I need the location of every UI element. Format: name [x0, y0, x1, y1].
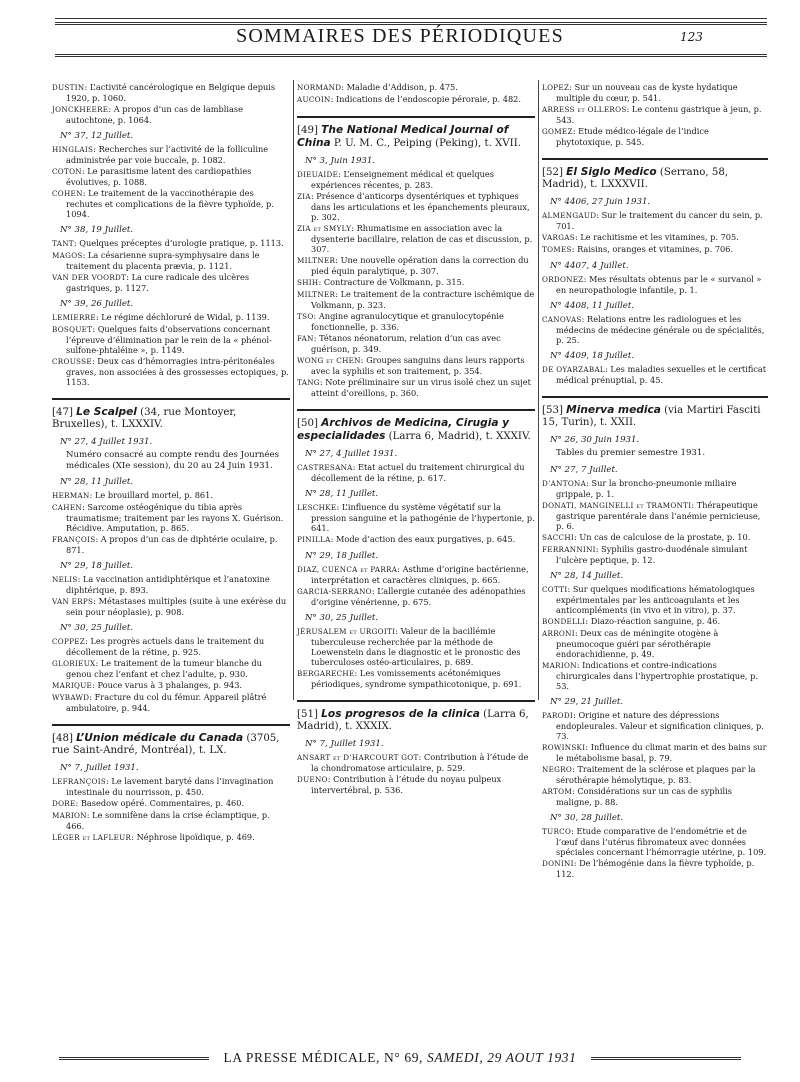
article-author: FAN: [297, 334, 314, 343]
article-title: : Quelques préceptes d’urologie pratique, p. 1113.: [73, 238, 284, 248]
article-entry: [297, 82, 535, 93]
article-title: : Contracture de Volkmann, p. 315.: [318, 277, 465, 287]
article-author: DUSTIN: [52, 83, 85, 92]
article-title: : Néphrose lipoïdique, p. 469.: [131, 832, 255, 842]
journal-number: [50]: [297, 418, 318, 429]
issue-date: N° 37, 12 Juillet.: [60, 131, 134, 141]
article-author: FERRANNINI: [542, 544, 596, 554]
article-entry: [297, 191, 535, 222]
article-title: : L’enseignement médical et quelques expériences récentes, p. 283.: [311, 169, 494, 190]
issue-date: N° 30, 25 Juillet.: [305, 613, 379, 623]
article-entry: [297, 333, 535, 354]
issue-date: N° 27, 4 Juillet 1931.: [305, 449, 398, 459]
article-entry: [297, 462, 535, 483]
issue-date: N° 28, 14 Juillet.: [550, 570, 624, 581]
journal-section: [542, 404, 768, 879]
article-author: CASTRESANA: [297, 463, 353, 472]
journal-address: (3705, rue Saint-André, Montréal), t. LX.: [52, 733, 280, 756]
journal-heading: [297, 417, 535, 443]
article-title: : Les maladies sexuelles et le certificat médical prénuptial, p. 45.: [556, 364, 767, 385]
article-author: NORMAND: [297, 83, 342, 92]
article-entry: [542, 742, 768, 763]
article-title: : Le traitement de la tumeur blanche du genou chez l’enfant et chez l’adulte, p. 930.: [66, 658, 262, 679]
issue-date: N° 26, 30 Juin 1931.: [550, 435, 640, 445]
article-title: : Traitement de la sclérose et plaques par la sérothérapie hémolytique, p. 83.: [556, 763, 756, 785]
journal-name: Minerva medica: [566, 404, 661, 416]
page-title: SOMMAIRES DES PÉRIODIQUES: [236, 25, 564, 47]
article-entry: [542, 764, 768, 785]
footer-rule-right: [591, 1057, 741, 1060]
article-entry: [542, 532, 768, 543]
article-author: ZIA: [297, 192, 311, 201]
issue-date: N° 30, 25 Juillet.: [60, 623, 134, 633]
article-entry: [297, 377, 535, 398]
footer-rule-left: [59, 1057, 209, 1060]
article-title: : Deux cas d’hémorragies intra-péritonéales graves, non associées à des grossesses ectopiques, p. 1153.: [66, 356, 289, 387]
article-title: : Sarcome ostéogénique du tibia après traumatisme; traitement par les rayons X. Guérison. Récidive. Amputation, p. 865.: [66, 502, 284, 533]
journal-number: [48]: [52, 733, 73, 744]
article-entry: [52, 680, 290, 691]
article-title: : Deux cas de méningite otogène à pneumocoque guéri par sérothérapie endorachidienne, p. 49.: [556, 627, 719, 659]
journal-heading: [52, 406, 290, 431]
article-author: VAN ERPS: [52, 597, 94, 606]
journal-section: [542, 166, 768, 385]
issue-date: N° 29, 18 Juillet.: [60, 561, 134, 571]
article-title: : Diazo-réaction sanguine, p. 46.: [585, 615, 721, 626]
article-author: ARRONI: [542, 628, 575, 638]
article-title: : Le parasitisme latent des cardiopathies évolutives, p. 1088.: [66, 166, 252, 187]
article-entry: [52, 324, 290, 355]
article-entry: [542, 616, 768, 627]
article-entry: [297, 752, 535, 773]
article-entry: [297, 94, 535, 105]
article-title: : La cure radicale des ulcères gastriques, p. 1127.: [66, 272, 250, 293]
article-entry: [52, 534, 290, 555]
article-author: MARION: [52, 811, 87, 820]
article-author: LEMIERRE: [52, 313, 96, 322]
article-author: MAGOS: [52, 251, 83, 260]
article-entry: [542, 500, 768, 531]
article-title: : Le somnifène dans la crise éclamptique, p. 466.: [66, 810, 270, 831]
article-entry: [542, 126, 768, 147]
article-title: : Basedow opéré. Commentaires, p. 460.: [75, 798, 245, 808]
article-author: MILTNER: [297, 256, 336, 265]
article-title: : Quelques faits d’observations concernant l’épreuve d’élimination par le rein de la « phénol-sulfone-phtaléine », p. 1149.: [66, 324, 272, 355]
article-title: : Contribution à l’étude de la chondromatose articulaire, p. 529.: [311, 752, 529, 773]
article-title: : A propos d’un cas de diphtérie oculaire, p. 871.: [66, 534, 278, 555]
journal-address: (34, rue Montoyer, Bruxelles), t. LXXXIV.: [52, 407, 237, 430]
article-author: WYBAWD: [52, 693, 90, 702]
article-author: CAHEN: [52, 503, 82, 512]
article-title: : Pouce varus à 3 phalanges, p. 943.: [92, 680, 243, 690]
article-author: DORE: [52, 799, 76, 808]
section-separator: [542, 396, 768, 398]
journal-section: [52, 732, 290, 843]
issue-date: N° 3, Juin 1931.: [305, 156, 376, 166]
article-title: : A propos d’un cas de lambliase autochtone, p. 1064.: [66, 104, 243, 125]
article-author: D’ANTONA: [542, 478, 587, 488]
section-separator: [297, 409, 535, 411]
article-author: DE OYARZABAL: [542, 365, 606, 374]
article-entry: [542, 104, 768, 125]
issue-date: N° 4406, 27 Juin 1931.: [550, 197, 651, 207]
article-title: : Relations entre les radiologues et les médecins de médecine générale ou de spécialités, p. 25.: [556, 314, 765, 345]
footer-date: 29 AOUT 1931: [487, 1050, 577, 1065]
article-title: : L’influence du système végétatif sur la pression sanguine et la pathogénie de l’hypertonie, p. 641.: [311, 502, 535, 533]
article-entry: [542, 858, 768, 879]
article-entry: [52, 658, 290, 679]
article-entry: [52, 810, 290, 831]
article-entry: [297, 223, 535, 254]
article-entry: [52, 798, 290, 809]
article-title: : Le traitement de la contracture ischémique de Volkmann, p. 323.: [311, 289, 535, 310]
journal-number: [53]: [542, 405, 563, 416]
article-author: DONATI, MANGINELLI et TRAMONTI: [542, 500, 692, 510]
article-entry: [297, 534, 535, 545]
issue-date: N° 28, 11 Juillet.: [305, 489, 379, 499]
article-author: COHEN: [52, 189, 83, 198]
article-author: PARODI: [542, 710, 574, 720]
issue-note: Tables du premier semestre 1931.: [556, 448, 706, 458]
article-entry: [297, 277, 535, 288]
article-author: DONINI: [542, 858, 574, 868]
issue-date: N° 38, 19 Juillet.: [60, 225, 134, 235]
page-number: 123: [680, 30, 703, 44]
journal-heading: [542, 404, 768, 429]
journal-heading: [297, 708, 535, 733]
article-entry: [52, 596, 290, 617]
journal-name: Los progresos de la clinica: [321, 708, 480, 720]
article-title: : Maladie d’Addison, p. 475.: [341, 82, 458, 92]
article-entry: [52, 776, 290, 797]
article-author: HINGLAIS: [52, 145, 94, 154]
article-author: GARCIA-SERRANO: [297, 587, 372, 596]
issue-date: N° 29, 21 Juillet.: [550, 696, 624, 707]
article-entry: [52, 272, 290, 293]
article-author: MILTNER: [297, 290, 336, 299]
article-title: : Etude médico-légale de l’indice phytotoxique, p. 545.: [556, 126, 709, 147]
article-title: : Sur le traitement du cancer du sein, p. 701.: [556, 210, 763, 231]
issue-date: N° 4408, 11 Juillet.: [550, 301, 635, 311]
article-author: NELIS: [52, 575, 78, 584]
section-separator: [297, 700, 535, 702]
column-1: [52, 82, 290, 842]
journal-heading: [52, 732, 290, 757]
article-entry: [297, 626, 535, 667]
journal-name: L’Union médicale du Canada: [76, 732, 244, 744]
article-entry: [542, 314, 768, 345]
article-entry: [297, 255, 535, 276]
article-author: TURCO: [542, 826, 572, 836]
page-footer: [0, 1050, 800, 1066]
article-entry: [52, 692, 290, 713]
issue-date: N° 28, 11 Juillet.: [60, 477, 134, 487]
article-author: HERMAN: [52, 491, 90, 500]
column-2: [297, 82, 535, 795]
article-entry: [297, 289, 535, 310]
article-entry: [52, 636, 290, 657]
article-title: : Métastases multiples (suite à une exérèse du sein pour néoplasie), p. 908.: [66, 596, 287, 617]
top-rule: [55, 18, 767, 19]
article-entry: [52, 832, 290, 843]
journal-heading: [297, 124, 535, 150]
journal-number: [51]: [297, 709, 318, 720]
article-title: : Fracture du col du fémur. Appareil plâtré ambulatoire, p. 944.: [66, 692, 267, 713]
article-entry: [542, 364, 768, 385]
article-title: : Etude comparative de l’endométrie et de l’œuf dans l’utérus fibromateux avec données spéciales concernant l’hémorragie utérine, p. 109.: [556, 825, 767, 857]
journal-number: [47]: [52, 407, 73, 418]
column-divider: [293, 80, 294, 700]
article-entry: [297, 355, 535, 376]
article-title: : La vaccination antidiphtérique et l’anatoxine diphtérique, p. 893.: [66, 574, 270, 595]
journal-heading: [542, 166, 768, 191]
article-entry: [297, 169, 535, 190]
article-author: JONCKHEERE: [52, 105, 109, 114]
journal-section: [52, 82, 290, 387]
section-separator: [52, 398, 290, 400]
article-title: : Le lavement baryté dans l’invagination intestinale du nourrisson, p. 450.: [66, 776, 274, 797]
article-title: : Sur un nouveau cas de kyste hydatique multiple du cœur, p. 541.: [556, 82, 738, 103]
footer-number: N° 69,: [384, 1050, 424, 1065]
issue-note: Numéro consacré au compte rendu des Journées médicales (XIe session), du 20 au 24 Juin 1931.: [66, 450, 279, 471]
journal-number: [52]: [542, 167, 563, 178]
article-title: : Contribution à l’étude du noyau pulpeux intervertébral, p. 536.: [311, 774, 502, 795]
issue-date: N° 7, Juillet 1931.: [60, 763, 139, 773]
article-title: : De l’hémogénie dans la fièvre typhoïde, p. 112.: [556, 857, 755, 879]
article-entry: [297, 564, 535, 585]
article-title: : Le traitement de la vaccinothérapie des rechutes et complications de la fièvre typhoïde, p. 1094.: [66, 188, 274, 219]
article-author: ZIA et SMYLY: [297, 224, 352, 233]
article-title: : Les progrès actuels dans le traitement du décollement de la rétine, p. 925.: [66, 636, 265, 657]
article-author: GOMEZ: [542, 127, 573, 136]
article-title: : Mes résultats obtenus par le « survanol » en neuropathologie infantile, p. 1.: [556, 274, 762, 295]
article-entry: [297, 586, 535, 607]
article-title: : Etat actuel du traitement chirurgical du décollement de la rétine, p. 617.: [311, 462, 525, 483]
journal-name: Le Scalpel: [76, 406, 137, 418]
issue-date: N° 4407, 4 Juillet.: [550, 261, 629, 271]
article-title: : Sur la broncho-pneumonie miliaire grippale, p. 1.: [556, 477, 737, 499]
article-author: BONDELLI: [542, 616, 586, 626]
issue-date: N° 39, 26 Juillet.: [60, 299, 134, 309]
article-title: : Indications et contre-indications chirurgicales dans l’hypertrophie prostatique, p. 53.: [556, 659, 758, 691]
article-author: ROWINSKI: [542, 742, 586, 752]
article-author: ORDONEZ: [542, 275, 584, 284]
issue-date: N° 27, 7 Juillet.: [550, 464, 618, 475]
article-author: LOPEZ: [542, 83, 570, 92]
article-author: VAN DER VOORDT: [52, 273, 127, 282]
article-entry: [52, 188, 290, 219]
article-author: MARIQUE: [52, 681, 93, 690]
column-3: [542, 82, 768, 879]
journal-name: Archivos de Medicina, Cirugia y especialidades: [297, 417, 510, 442]
article-title: : Un cas de calculose de la prostate, p. 10.: [574, 531, 751, 542]
journal-address: (Larra 6, Madrid), t. XXXIV.: [388, 431, 531, 442]
article-title: : Rhumatisme en association avec la dysenterie bacillaire, relation de cas et discussion, p. 307.: [311, 223, 533, 254]
issue-date: N° 27, 4 Juillet 1931.: [60, 437, 153, 447]
article-entry: [542, 584, 768, 615]
article-author: TANG: [297, 378, 320, 387]
article-entry: [52, 502, 290, 533]
article-title: : Angine agranulocytique et granulocytopénie fonctionnelle, p. 336.: [311, 311, 504, 332]
article-author: COTON: [52, 167, 82, 176]
article-entry: [542, 544, 768, 565]
article-entry: [542, 82, 768, 103]
issue-date: N° 29, 18 Juillet.: [305, 551, 379, 561]
article-entry: [542, 628, 768, 659]
article-author: WONG et CHEN: [297, 356, 361, 365]
article-author: NEGRO: [542, 764, 573, 774]
article-author: PINILLA: [297, 535, 331, 544]
article-title: : Le brouillard mortel, p. 861.: [89, 490, 213, 500]
article-author: ANSART et D’HARCOURT GOT: [297, 753, 419, 762]
article-entry: [542, 244, 768, 255]
article-title: : Le rachitisme et les vitamines, p. 705.: [574, 232, 739, 242]
article-author: LÉGER et LAFLEUR: [52, 833, 132, 842]
article-entry: [52, 490, 290, 501]
journal-name: El Siglo Medico: [566, 166, 657, 178]
article-title: : Recherches sur l’activité de la folliculine administrée par voie buccale, p. 1082.: [66, 144, 269, 165]
section-separator: [542, 158, 768, 160]
article-author: TANT: [52, 239, 74, 248]
article-title: : Raisins, oranges et vitamines, p. 706.: [571, 244, 734, 254]
journal-name: The National Medical Journal of China: [297, 124, 509, 149]
article-entry: [52, 238, 290, 249]
article-title: : Le régime déchloruré de Widal, p. 1139.: [95, 312, 270, 322]
issue-date: N° 4409, 18 Juillet.: [550, 351, 635, 361]
article-author: DUENO: [297, 775, 328, 784]
article-title: : L’allergie cutanée des adénopathies d’origine vénérienne, p. 675.: [311, 586, 526, 607]
article-title: : Tétanos néonatorum, relation d’un cas avec guérison, p. 349.: [311, 333, 501, 354]
journal-section: [297, 124, 535, 398]
article-title: : Influence du climat marin et des bains sur le métabolisme basal, p. 79.: [556, 741, 767, 763]
article-title: : Présence d’anticorps dysentériques et typhiques dans les articulations et les épanchements pleuraux, p. 302.: [310, 191, 530, 222]
journal-section: [52, 406, 290, 713]
article-author: ALMENGAUD: [542, 211, 597, 220]
journal-address: P. U. M. C., Peiping (Peking), t. XVII.: [333, 138, 521, 149]
article-author: CROUSSE: [52, 357, 92, 366]
article-entry: [542, 786, 768, 807]
article-author: BERGARECHE: [297, 669, 355, 678]
journal-address: (Serrano, 58, Madrid), t. LXXXVII.: [542, 167, 729, 190]
journal-address: (via Martiri Fasciti 15, Turin), t. XXII.: [542, 405, 761, 428]
article-title: : Asthme d’origine bactérienne, interprétation et caractères cliniques, p. 665.: [311, 564, 529, 585]
article-entry: [542, 232, 768, 243]
article-entry: [542, 660, 768, 691]
article-author: JÉRUSALEM et URGOITI: [297, 627, 396, 636]
article-title: : Thérapeutique gastrique parentérale dans l’anémie pernicieuse, p. 6.: [556, 499, 761, 531]
article-entry: [542, 210, 768, 231]
journal-number: [49]: [297, 125, 318, 136]
article-author: LESCHKE: [297, 503, 337, 512]
article-title: : Sur quelques modifications hématologiques expérimentales par les anticoagulants et les anticompléments (in vivo et in vitro), p. 37.: [556, 583, 755, 615]
article-author: SHIH: [297, 278, 319, 287]
article-entry: [297, 668, 535, 689]
article-entry: [52, 356, 290, 387]
article-author: COPPEZ: [52, 637, 86, 646]
journal-section: [542, 82, 768, 147]
article-title: : Syphilis gastro-duodénale simulant l’ulcère peptique, p. 12.: [556, 543, 748, 565]
article-entry: [542, 826, 768, 857]
article-author: DIEUAIDE: [297, 170, 339, 179]
section-separator: [52, 724, 290, 726]
article-author: BOSQUET: [52, 325, 93, 334]
footer-day: SAMEDI,: [427, 1050, 484, 1065]
article-title: : L’activité cancérologique en Belgique depuis 1920, p. 1060.: [66, 82, 276, 103]
article-entry: [52, 144, 290, 165]
journal-section: [297, 708, 535, 795]
journal-section: [297, 417, 535, 689]
article-title: : Indications de l’endoscopie péroraie, p. 482.: [330, 94, 521, 104]
article-title: : Note préliminaire sur un virus isolé chez un sujet atteint d’oreillons, p. 360.: [311, 377, 531, 398]
journal-section: [297, 82, 535, 105]
article-title: : Origine et nature des dépressions endopleurales. Valeur et signification cliniques, p. 73.: [556, 709, 764, 741]
article-author: AUCOIN: [297, 95, 331, 104]
article-entry: [52, 104, 290, 125]
footer-journal: LA PRESSE MÉDICALE,: [223, 1050, 381, 1065]
article-author: COTTI: [542, 584, 568, 594]
article-author: TOMES: [542, 245, 572, 254]
article-entry: [52, 250, 290, 271]
article-author: FRANÇOIS: [52, 535, 96, 544]
article-entry: [52, 82, 290, 103]
issue-date: N° 7, Juillet 1931.: [305, 739, 384, 749]
article-entry: [542, 274, 768, 295]
article-author: ARRESS et OLLEROS: [542, 105, 627, 114]
article-title: : Les vomissements acétonémiques périodiques, syndrome sympathicotonique, p. 691.: [311, 668, 522, 689]
article-title: : Considérations sur un cas de syphilis maligne, p. 88.: [556, 785, 732, 807]
column-divider: [538, 80, 539, 700]
article-author: ARTOM: [542, 786, 573, 796]
article-author: DIAZ, CUENCA et PARRA: [297, 565, 398, 574]
article-entry: [297, 774, 535, 795]
article-author: GLORIEUX: [52, 659, 96, 668]
article-author: LEFRANÇOIS: [52, 777, 107, 786]
article-title: : Valeur de la bacillémie tuberculeuse recherchée par la méthode de Loewenstein dans le diagnostic et le pronostic des tuberculoses ostéo-articulaires, p. 689.: [311, 626, 521, 667]
section-separator: [297, 116, 535, 118]
article-author: VARGAS: [542, 233, 575, 242]
article-title: : Mode d’action des eaux purgatives, p. 645.: [330, 534, 516, 544]
article-title: : Une nouvelle opération dans la correction du pied équin paralytique, p. 307.: [311, 255, 529, 276]
article-title: : Groupes sanguins dans leurs rapports avec la syphilis et son traitement, p. 354.: [311, 355, 525, 376]
header-bottom-rule: [55, 54, 767, 57]
article-title: : Le contenu gastrique à jeun, p. 543.: [556, 104, 762, 125]
journal-address: (Larra 6, Madrid), t. XXXIX.: [297, 709, 529, 732]
article-entry: [542, 710, 768, 741]
article-author: MARION: [542, 660, 577, 670]
article-entry: [297, 311, 535, 332]
article-entry: [52, 166, 290, 187]
article-title: : La césarienne supra-symphysaire dans le traitement du placenta prævia, p. 1121.: [66, 250, 260, 271]
article-entry: [297, 502, 535, 533]
article-author: CANOVAS: [542, 315, 582, 324]
article-author: TSO: [297, 312, 314, 321]
article-entry: [542, 478, 768, 499]
article-entry: [52, 574, 290, 595]
article-author: SACCHI: [542, 532, 575, 542]
issue-date: N° 30, 28 Juillet.: [550, 812, 624, 823]
article-entry: [52, 312, 290, 323]
